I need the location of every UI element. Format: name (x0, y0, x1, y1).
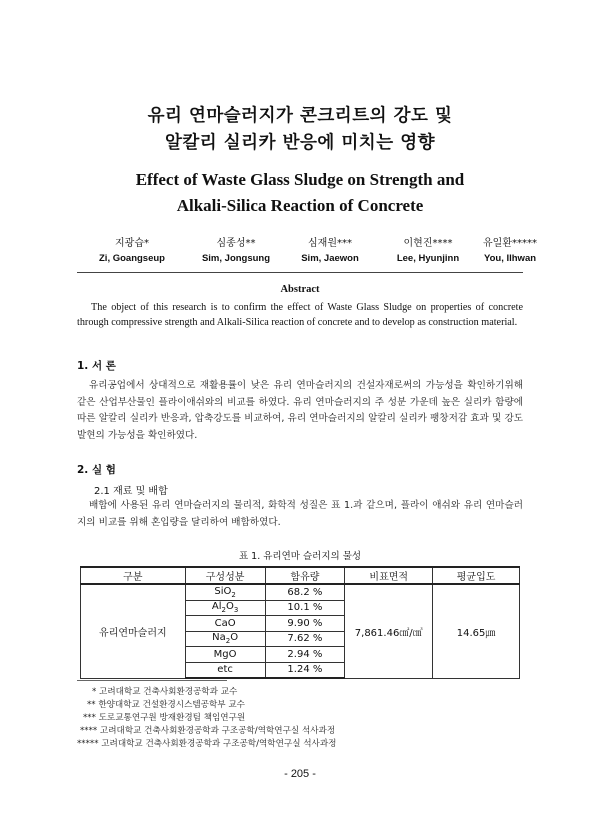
component-cell: etc (185, 662, 265, 678)
header-content: 함유량 (265, 567, 345, 584)
footnote-2: ** 한양대학교 건설환경시스템공학부 교수 (87, 700, 245, 710)
author-name-korean: 이현진**** (403, 238, 453, 249)
table-1-caption: 표 1. 유리연마 슬러지의 물성 (238, 551, 362, 562)
content-cell: 9.90 % (265, 616, 345, 632)
table-row (81, 584, 520, 600)
footnote-1: * 고려대학교 건축사회환경공학과 교수 (92, 687, 238, 697)
subsection-2-1-heading: 2.1 재료 및 배합 (94, 486, 168, 497)
author-name-english: Sim, Jaewon (301, 253, 359, 264)
footnote-divider (77, 680, 227, 681)
material-properties-table (80, 566, 520, 679)
specific-surface-cell: 7,861.46㎠/㎤ (345, 584, 433, 678)
author-name-korean: 지광습* (115, 238, 149, 249)
section-1-paragraph: 유리공업에서 상대적으로 재활용률이 낮은 유리 연마슬러지의 건설자재로써의 가능성을 확인하기위해 같은 산업부산물인 플라이애쉬와의 비교를 하였다. 유리 연마슬러지의 주 성분 가운데 높은 실리카 함량에 따른 알칼리 실리카 반응과, 압축강도를 비교하여, 유리 연마슬러지의 알칼리 실리카 팽창저감 효과 및 강도발현의 가능성을 확인하였다. (77, 380, 523, 441)
content-cell: 68.2 % (265, 584, 345, 600)
section-2-heading: 2. 실 험 (77, 464, 116, 476)
content-cell: 1.24 % (265, 662, 345, 678)
abstract-text: The object of this research is to confirm the effect of Waste Glass Sludge on properties of concrete through compressive strength and Alkali-Silica reaction of concrete and to develop as construction material. (77, 302, 523, 328)
footnote-3: *** 도로교통연구원 방재환경팀 책임연구원 (83, 713, 246, 723)
author-divider (77, 272, 523, 273)
page-number: - 205 - (284, 768, 316, 780)
footnote-5: ***** 고려대학교 건축사회환경공학과 구조공학/역학연구실 석사과정 (77, 739, 337, 749)
header-specific-surface: 비표면적 (345, 567, 433, 584)
content-cell: 7.62 % (265, 631, 345, 647)
author-5 (450, 236, 570, 266)
header-mean-size: 평균입도 (433, 567, 520, 584)
english-title-line-2: Alkali-Silica Reaction of Concrete (176, 196, 424, 215)
abstract-heading: Abstract (280, 284, 320, 295)
author-name-english: You, Ilhwan (483, 253, 537, 264)
footnote-4: **** 고려대학교 건축사회환경공학과 구조공학/역학연구실 석사과정 (80, 726, 336, 736)
korean-title-line-2: 알칼리 실리카 반응에 미치는 영향 (164, 133, 436, 153)
section-2-paragraph: 배합에 사용된 유리 연마슬러지의 물리적, 화학적 성질은 표 1.과 같으며, 플라이 애쉬와 유리 연마슬러지의 비교를 위해 혼입량을 달리하여 배합하였다. (77, 500, 523, 528)
author-name-korean: 심재원*** (308, 238, 352, 249)
author-name-english: Lee, Hyunjinn (396, 253, 460, 264)
component-cell: MgO (185, 647, 265, 663)
author-name-english: Zi, Goangseup (99, 253, 165, 264)
component-cell: $Al_2O_3$ (185, 600, 265, 616)
category-cell: 유리연마슬러지 (81, 584, 186, 678)
content-cell: 10.1 % (265, 600, 345, 616)
table-header-row (81, 567, 520, 584)
author-name-korean: 심종성** (216, 238, 256, 249)
header-component: 구성성분 (185, 567, 265, 584)
header-category: 구분 (81, 567, 186, 584)
author-1 (72, 236, 192, 266)
author-name-english: Sim, Jongsung (201, 253, 271, 264)
component-cell: CaO (185, 616, 265, 632)
section-1-heading: 1. 서 론 (77, 360, 116, 372)
content-cell: 2.94 % (265, 647, 345, 663)
component-cell: SiO$_2$ (185, 584, 265, 600)
korean-title-line-1: 유리 연마슬러지가 콘크리트의 강도 및 (147, 106, 453, 126)
component-cell: $Na_2O$ (185, 631, 265, 647)
author-name-korean: 유일환***** (483, 238, 537, 249)
english-title-line-1: Effect of Waste Glass Sludge on Strength and (135, 170, 465, 189)
mean-size-cell: 14.65㎛ (433, 584, 520, 678)
